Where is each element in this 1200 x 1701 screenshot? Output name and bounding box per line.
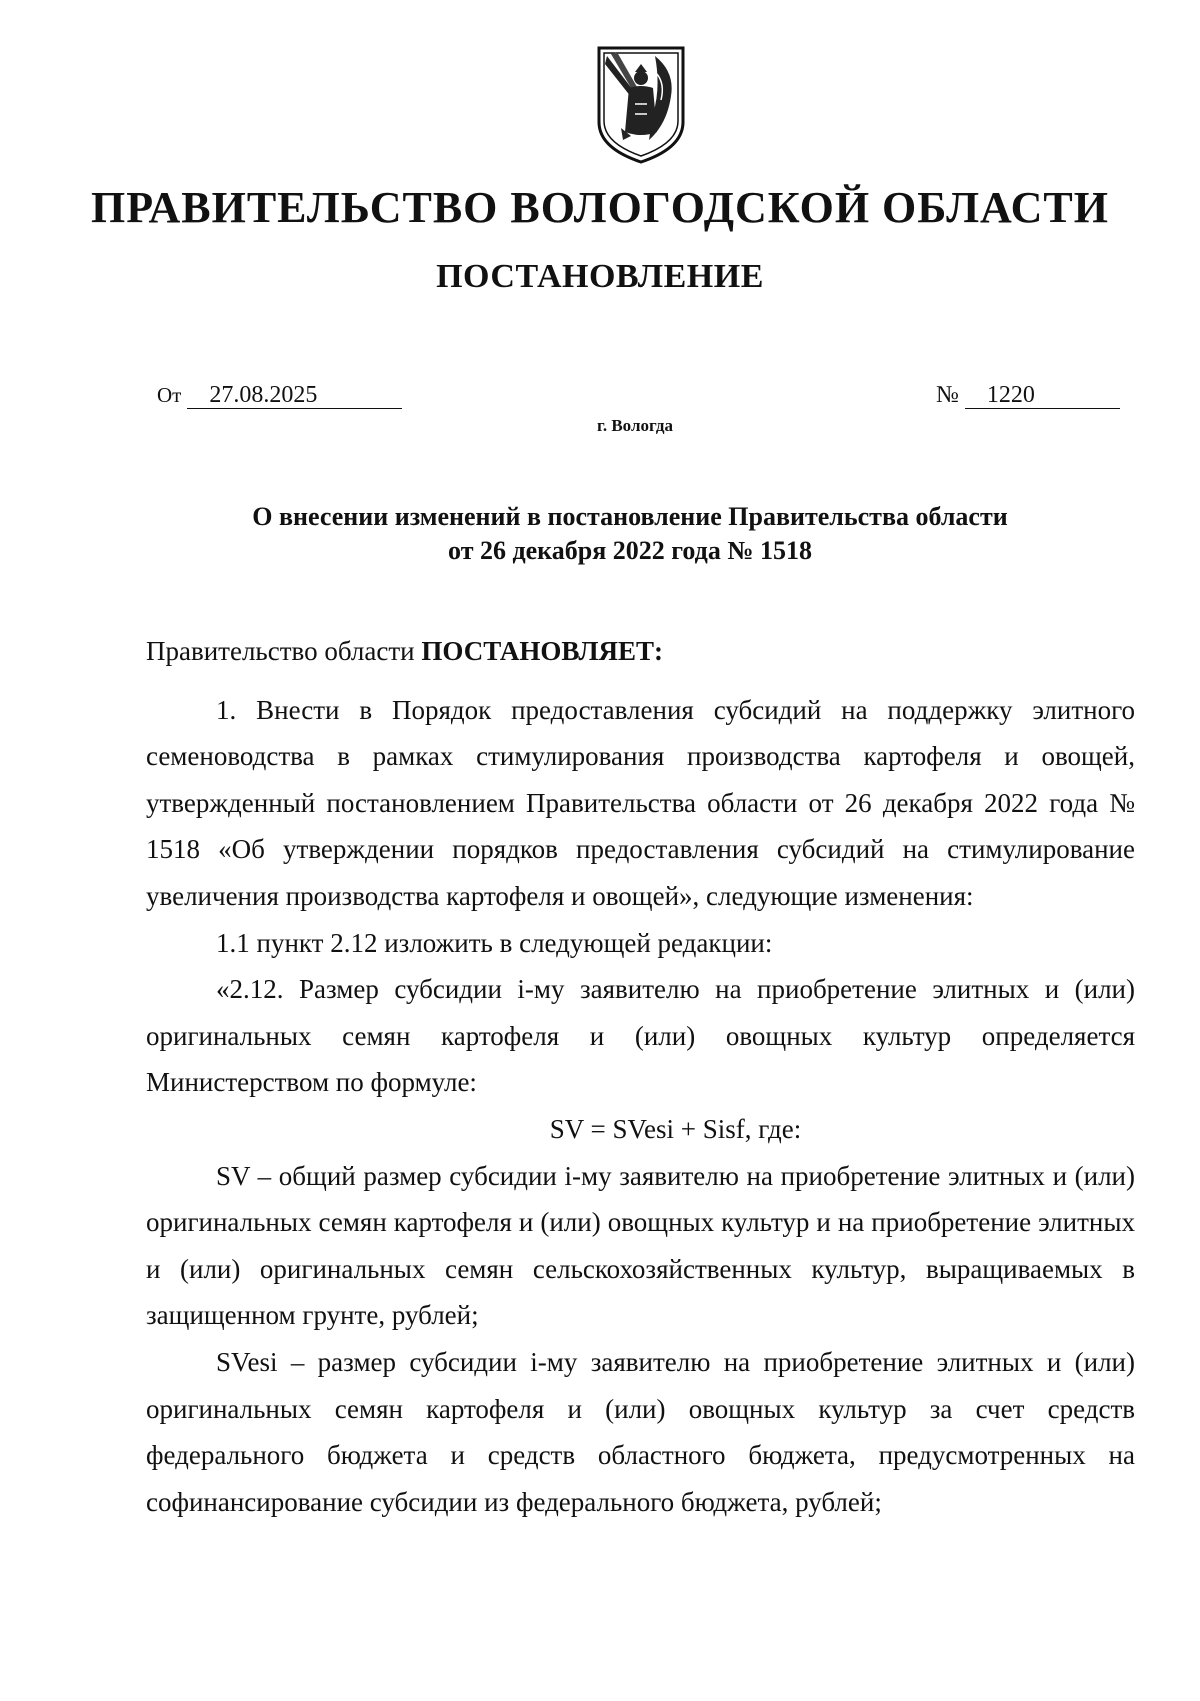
document-body (146, 628, 1135, 1525)
city-label: г. Вологда (597, 416, 673, 435)
paragraph-4: SV – общий размер субсидии i-му заявителю на приобретение элитных и (или) оригинальных семян картофеля и (или) овощных культур и на приобретение элитных и (или) оригинальных семян сельскохозяйственных культур, выращиваемых в защищенном грунте, рублей; (146, 1160, 1135, 1331)
resolution-lead (146, 628, 1135, 675)
document-number (936, 382, 1120, 409)
date-value: 27.08.2025 (187, 382, 402, 409)
coat-of-arms-icon (595, 44, 687, 166)
number-label: № (936, 382, 959, 408)
document-date (157, 382, 402, 409)
paragraph-3: «2.12. Размер субсидии i-му заявителю на приобретение элитных и (или) оригинальных семян картофеля и (или) овощных культур определяется Министерством по формуле: (146, 974, 1135, 1098)
formula: SV = SVesi + Sisf, где: (549, 1113, 802, 1144)
document-type: ПОСТАНОВЛЕНИЕ (436, 258, 764, 295)
number-value: 1220 (965, 382, 1120, 409)
document-subject (150, 500, 1110, 568)
lead-text: Правительство области (146, 636, 422, 666)
subject-line-1: О внесении изменений в постановление Правительства области (252, 502, 1008, 531)
paragraph-1: 1. Внести в Порядок предоставления субсидий на поддержку элитного семеноводства в рамках стимулирования производства картофеля и овощей, утвержденный постановлением Правительства области от 26 декабря 2022 года № 1518 «Об утверждении порядков предоставления субсидий на стимулирование увеличения производства картофеля и овощей», следующие изменения: (146, 694, 1135, 911)
subject-line-2: от 26 декабря 2022 года № 1518 (448, 536, 812, 565)
date-label: От (157, 383, 182, 407)
paragraph-5: SVesi – размер субсидии i-му заявителю на приобретение элитных и (или) оригинальных семян картофеля и (или) овощных культур за счет средств федерального бюджета и средств областного бюджета, предусмотренных на софинансирование субсидии из федерального бюджета, рублей; (146, 1346, 1135, 1517)
lead-bold: ПОСТАНОВЛЯЕТ: (421, 636, 663, 666)
government-title: ПРАВИТЕЛЬСТВО ВОЛОГОДСКОЙ ОБЛАСТИ (91, 183, 1109, 232)
paragraph-2: 1.1 пункт 2.12 изложить в следующей редакции: (216, 927, 773, 958)
